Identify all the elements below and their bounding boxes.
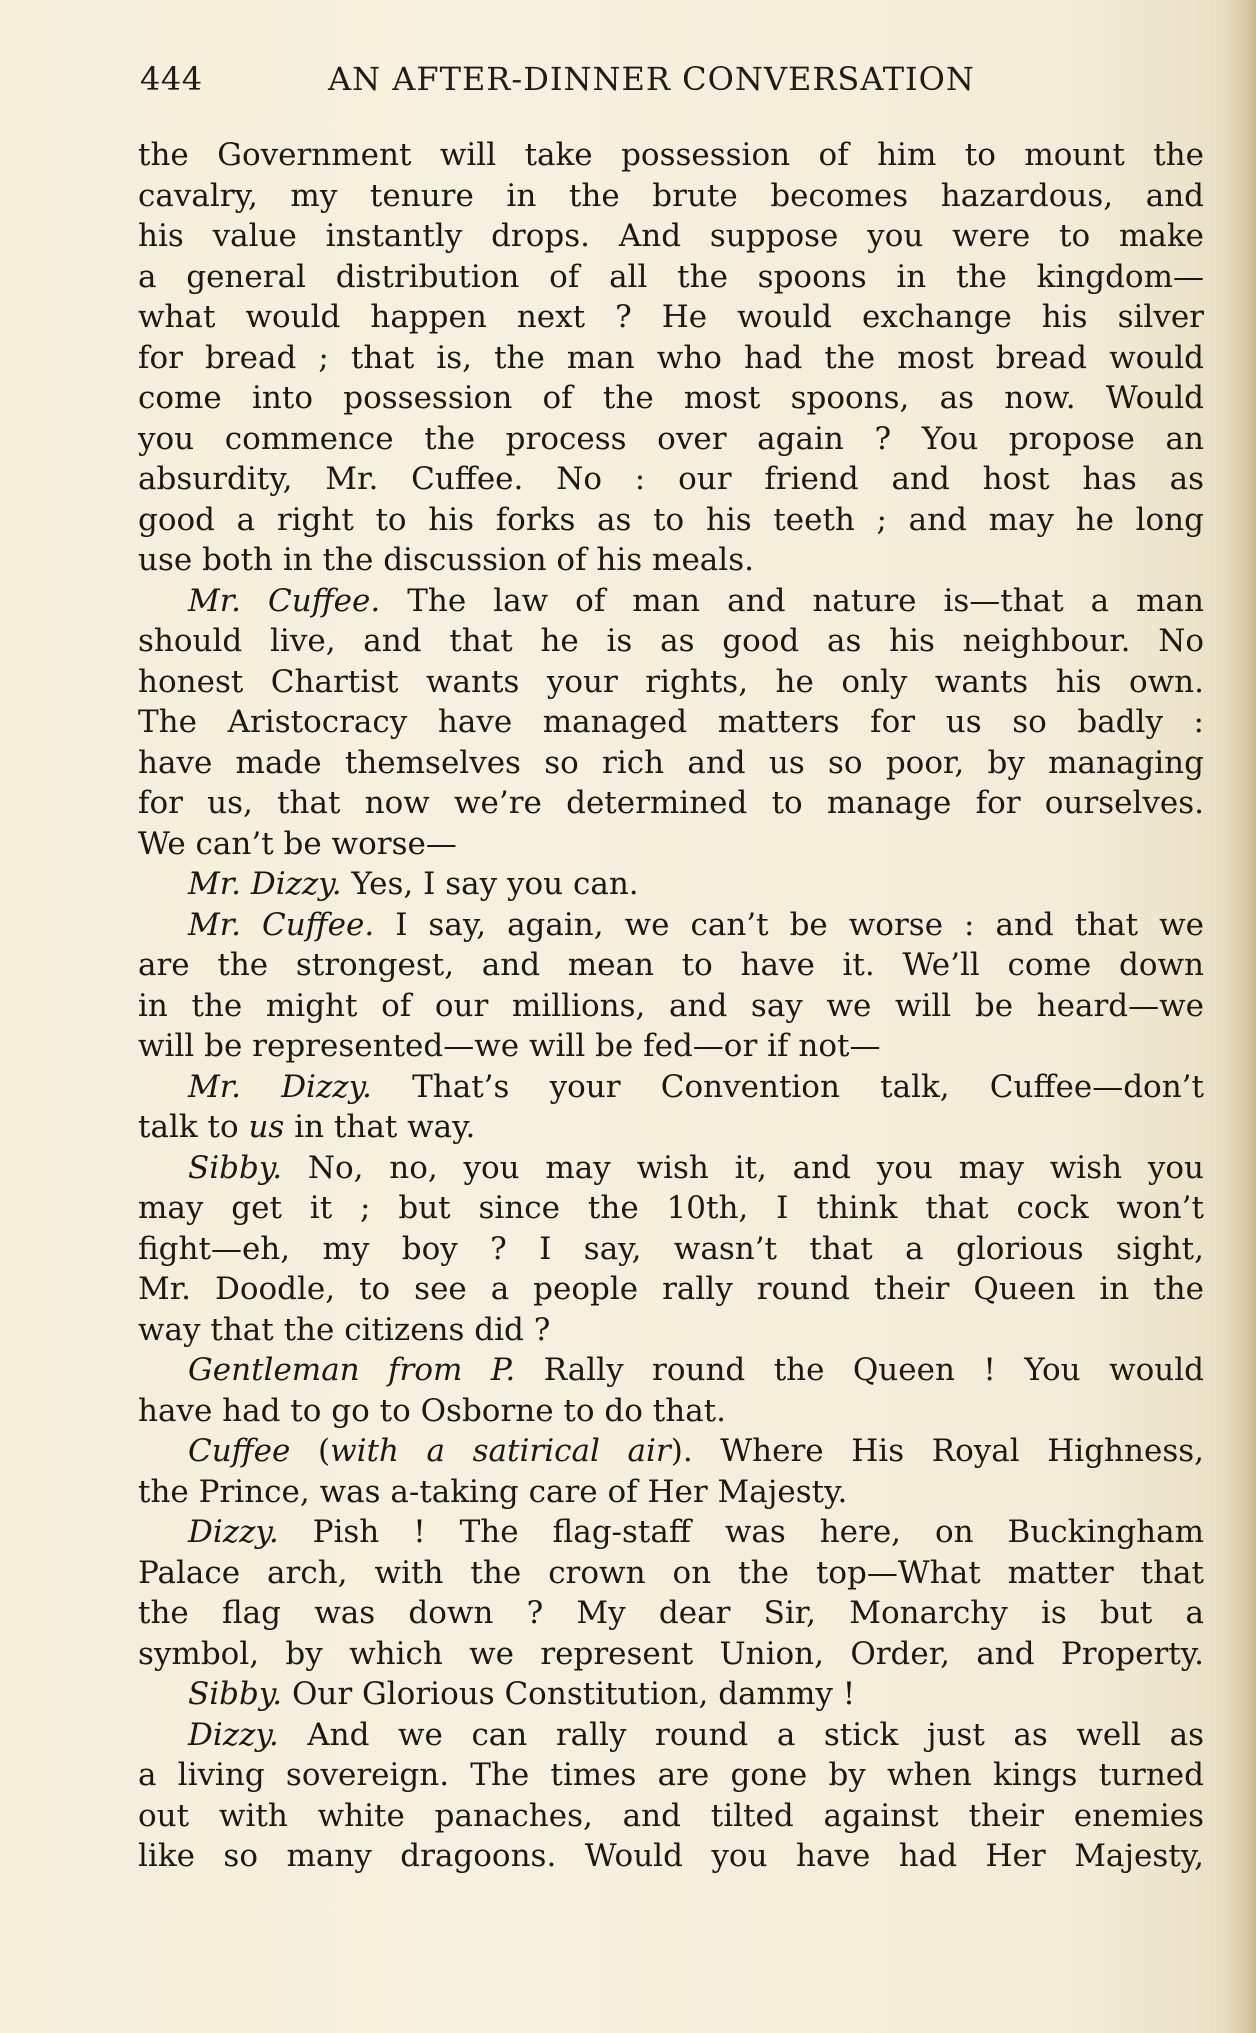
line-text: Pish ! The flag-staff was here, on Buckingham [278,1514,1204,1550]
line-text: Mr. Doodle, to see a people rally round their Queen in the [138,1271,1204,1307]
body-text [138,135,1204,1877]
line-text: out with white panaches, and tilted against their enemies [138,1797,1204,1834]
line-text: way that the citizens did ? [138,1311,551,1348]
text-line [138,905,1204,946]
line-text: good a right to his forks as to his teeth ; and may he long [138,501,1204,538]
line-text: absurdity, Mr. Cuffee. No : our friend and host has as [138,461,1204,497]
line-text: a general distribution of all the spoons in the kingdom— [138,258,1204,295]
line-text: may get it ; but since the 10th, I think that cock won’t [138,1190,1204,1226]
text-line [138,1067,1204,1108]
text-line [138,662,1204,703]
text-line [138,864,1204,905]
italic-text: with a satirical air [330,1433,671,1469]
text-line [138,1431,1204,1472]
line-text: cavalry, my tenure in the brute becomes hazardous, and [138,177,1204,214]
line-text: Palace arch, with the crown on the top—What matter that [138,1554,1204,1591]
text-line [138,1674,1204,1715]
line-text: Yes, I say you can. [341,866,639,902]
line-text: fight—eh, my boy ? I say, wasn’t that a glorious sight, [138,1230,1204,1267]
italic-text: Sibby. [188,1676,283,1712]
italic-text: Gentleman from P. [188,1352,516,1388]
text-line [138,297,1204,338]
line-text: come into possession of the most spoons, as now. Would [138,380,1204,416]
text-line [138,621,1204,662]
line-text: Our Glorious Constitution, dammy ! [282,1676,856,1712]
line-text: That’s your Convention talk, Cuffee—don’t [371,1068,1204,1105]
line-text: his value instantly drops. And suppose you were to make [138,218,1204,254]
line-text: the Prince, was a-taking care of Her Majesty. [138,1473,848,1510]
text-line [138,1107,1204,1148]
text-line [138,1715,1204,1756]
text-line [138,1755,1204,1796]
italic-text: Mr. Dizzy. [188,866,342,902]
text-line [138,1229,1204,1270]
text-line [138,945,1204,986]
text-line [138,1553,1204,1594]
line-text: are the strongest, and mean to have it. We’ll come down [138,947,1204,983]
text-line [138,1836,1204,1877]
italic-text: Mr. Dizzy. [188,1068,372,1105]
text-line [138,1188,1204,1229]
line-text: a living sovereign. The times are gone by when kings turned [138,1757,1204,1793]
text-line [138,743,1204,784]
italic-text: Mr. Cuffee. [188,906,375,943]
text-line [138,1350,1204,1391]
italic-text: Dizzy. [188,1514,279,1550]
text-line [138,540,1204,581]
line-text: should live, and that he is as good as his neighbour. No [138,623,1204,659]
text-line [138,338,1204,379]
text-line [138,1310,1204,1351]
line-text: have made themselves so rich and us so poor, by managing [138,744,1204,781]
line-text: ( [290,1433,331,1469]
running-title: AN AFTER-DINNER CONVERSATION [328,60,975,98]
text-line [138,1593,1204,1634]
italic-text: Mr. Cuffee. [188,582,381,619]
page-number: 444 [140,60,203,98]
line-text: the flag was down ? My dear Sir, Monarchy is but a [138,1595,1204,1631]
text-line [138,702,1204,743]
line-text: The Aristocracy have managed matters for us so badly : [138,704,1204,740]
line-text: in the might of our millions, and say we will be heard—we [138,987,1204,1024]
line-text: I say, again, we can’t be worse : and that we [374,906,1204,943]
text-line [138,257,1204,298]
italic-text: Dizzy. [188,1716,279,1753]
line-text: for us, that now we’re determined to manage for ourselves. [138,785,1204,821]
text-line [138,1026,1204,1067]
line-text: honest Chartist wants your rights, he only wants his own. [138,663,1204,700]
page-edge-shadow [1226,0,1256,2033]
line-text: ). Where His Royal Highness, [670,1433,1204,1469]
line-text: No, no, you may wish it, and you may wish you [282,1149,1204,1186]
text-line [138,500,1204,541]
line-text: will be represented—we will be fed—or if not— [138,1028,881,1064]
line-text: use both in the discussion of his meals. [138,542,754,578]
line-text: Rally round the Queen ! You would [515,1352,1204,1388]
text-line [138,459,1204,500]
italic-text: us [248,1109,285,1145]
text-line [138,986,1204,1027]
text-line [138,1796,1204,1837]
line-text: The law of man and nature is—that a man [380,582,1205,619]
line-text: for bread ; that is, the man who had the most bread would [138,339,1204,376]
italic-text: Cuffee [188,1433,291,1469]
text-line [138,216,1204,257]
text-line [138,176,1204,217]
text-line [138,378,1204,419]
line-text: talk to [138,1109,249,1145]
line-text: And we can rally round a stick just as well as [278,1716,1204,1753]
text-line [138,1148,1204,1189]
text-line [138,1269,1204,1310]
text-line [138,824,1204,865]
text-line [138,419,1204,460]
text-line [138,1512,1204,1553]
line-text: in that way. [284,1109,476,1145]
line-text: symbol, by which we represent Union, Order, and Property. [138,1635,1204,1672]
text-line [138,783,1204,824]
text-line [138,1391,1204,1432]
italic-text: Sibby. [188,1149,283,1186]
text-line [138,135,1204,176]
text-line [138,1472,1204,1513]
line-text: you commence the process over again ? You propose an [138,420,1204,457]
line-text: have had to go to Osborne to do that. [138,1392,726,1429]
text-line [138,581,1204,622]
text-line [138,1634,1204,1675]
line-text: what would happen next ? He would exchange his silver [138,299,1204,335]
page-header [140,60,1200,108]
line-text: the Government will take possession of him to mount the [138,137,1204,173]
line-text: like so many dragoons. Would you have had Her Majesty, [138,1838,1204,1874]
line-text: We can’t be worse— [138,825,457,862]
